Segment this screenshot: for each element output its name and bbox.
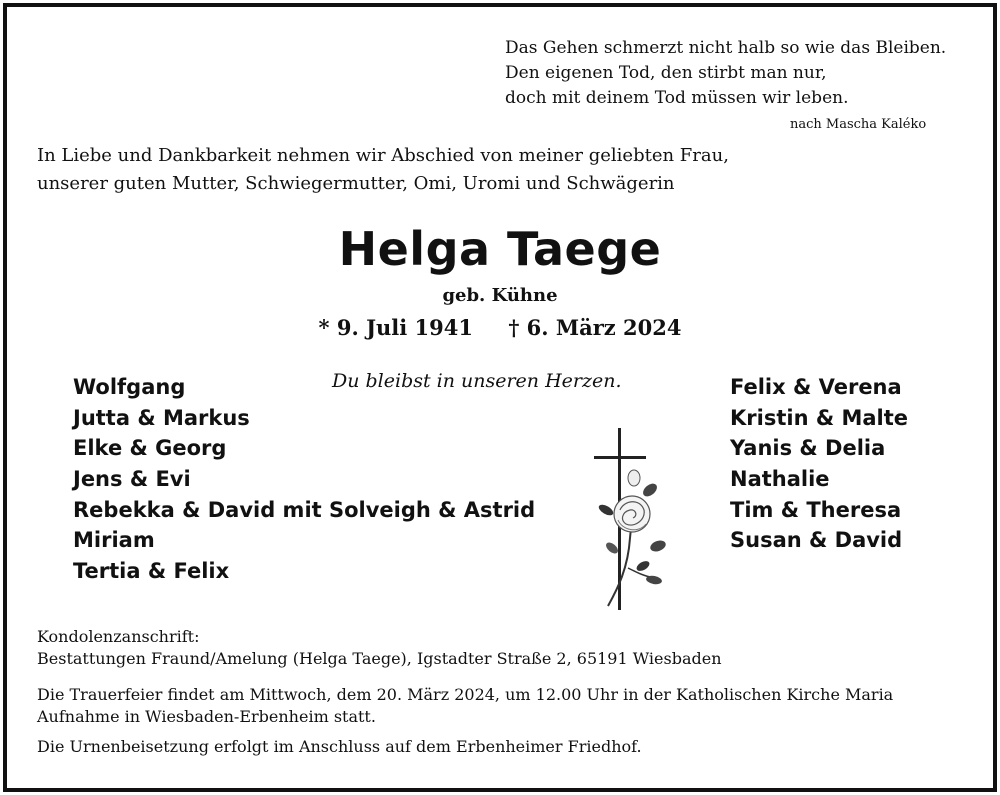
intro-line: unserer guten Mutter, Schwiegermutter, Omi, Uromi und Schwägerin — [37, 173, 675, 194]
birth-name: geb. Kühne — [442, 285, 558, 306]
mourner-name: Susan & David — [730, 528, 903, 553]
quote-line: doch mit deinem Tod müssen wir leben. — [505, 88, 849, 108]
intro-text — [37, 142, 729, 198]
death-date: † 6. März 2024 — [508, 315, 682, 340]
quote-line: Das Gehen schmerzt nicht halb so wie das Bleiben. — [505, 38, 947, 58]
mourner-name: Tim & Theresa — [730, 497, 902, 522]
mourner-name: Tertia & Felix — [73, 559, 230, 584]
condolence-address: Bestattungen Fraund/Amelung (Helga Taege), Igstadter Straße 2, 65191 Wiesbaden — [37, 649, 722, 668]
mourner-name: Miriam — [73, 528, 155, 553]
mourner-name: Jutta & Markus — [73, 405, 250, 430]
service-line: Aufnahme in Wiesbaden-Erbenheim statt. — [37, 707, 376, 726]
deceased-name: Helga Taege — [338, 222, 662, 276]
mourners-left — [73, 372, 535, 587]
mourner-name: Rebekka & David mit Solveigh & Astrid — [73, 497, 536, 522]
quote-line: Den eigenen Tod, den stirbt man nur, — [505, 63, 827, 83]
mourner-name: Kristin & Malte — [730, 405, 908, 430]
mourner-name: Nathalie — [730, 467, 830, 492]
quote-block — [505, 36, 946, 111]
condolence-label: Kondolenzanschrift: — [37, 627, 200, 646]
mourner-name: Felix & Verena — [730, 375, 902, 399]
mourner-name: Wolfgang — [73, 375, 186, 399]
service-info — [37, 684, 893, 728]
life-dates — [0, 315, 1000, 340]
burial-info: Die Urnenbeisetzung erfolgt im Anschluss auf dem Erbenheimer Friedhof. — [37, 737, 642, 756]
mourner-name: Elke & Georg — [73, 436, 227, 461]
service-line: Die Trauerfeier findet am Mittwoch, dem 20. März 2024, um 12.00 Uhr in der Katholischen Kirche Maria — [37, 685, 894, 704]
condolence-block — [37, 626, 722, 670]
cross-with-rose-icon — [588, 428, 668, 613]
mourner-name: Jens & Evi — [73, 467, 191, 492]
mourner-name: Yanis & Delia — [730, 436, 886, 461]
motto: Du bleibst in unseren Herzen. — [332, 370, 622, 392]
intro-line: In Liebe und Dankbarkeit nehmen wir Abschied von meiner geliebten Frau, — [37, 145, 729, 166]
birth-date: * 9. Juli 1941 — [318, 315, 473, 340]
quote-attribution: nach Mascha Kaléko — [790, 117, 927, 132]
mourners-right — [730, 372, 908, 556]
